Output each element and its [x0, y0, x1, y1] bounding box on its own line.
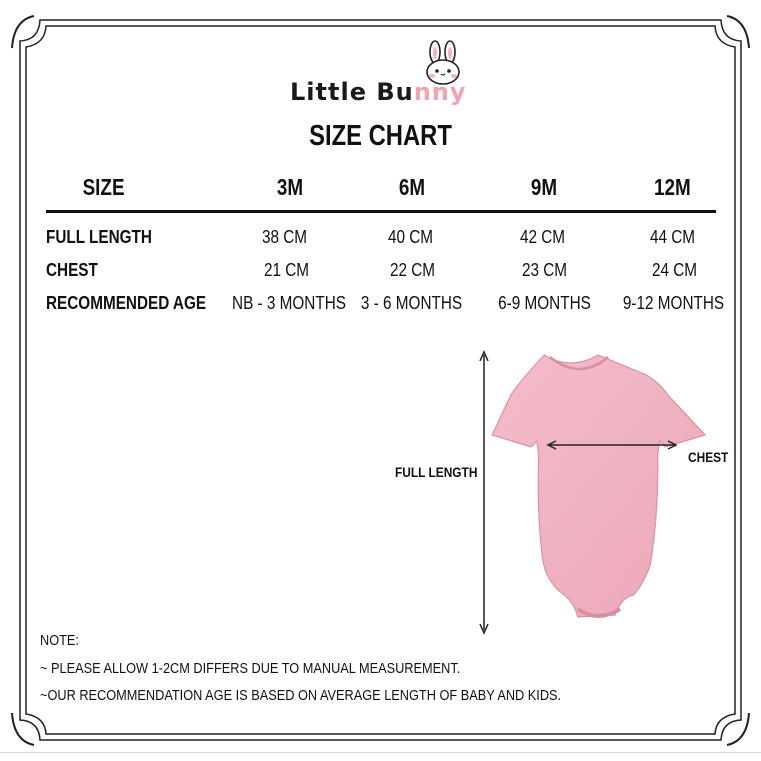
size-header-12m: 12M	[654, 174, 691, 200]
table-row-chest	[46, 254, 716, 287]
size-header-3m: 3M	[276, 174, 304, 200]
table-cell: 9-12 MONTHS	[622, 293, 725, 313]
table-cell: 3 - 6 MONTHS	[360, 293, 463, 313]
length-arrow-icon	[480, 352, 488, 633]
page-title: SIZE CHART	[309, 120, 452, 152]
table-cell: 44 CM	[649, 227, 696, 247]
table-cell: 40 CM	[387, 227, 434, 247]
onesie-diagram	[470, 345, 710, 640]
size-header-6m: 6M	[398, 174, 426, 200]
size-table-header	[46, 172, 716, 213]
table-cell: 21 CM	[263, 260, 310, 280]
brand-name	[290, 78, 467, 106]
table-cell: 38 CM	[261, 227, 308, 247]
chest-label: CHEST	[688, 449, 729, 465]
table-cell: NB - 3 MONTHS	[232, 293, 346, 313]
brand-name-accent: nny	[413, 78, 467, 106]
size-header-label: SIZE	[82, 174, 125, 200]
size-header-9m: 9M	[530, 174, 558, 200]
row-label: FULL LENGTH	[46, 227, 152, 247]
table-cell: 6-9 MONTHS	[498, 293, 591, 313]
note-line: ~OUR RECOMMENDATION AGE IS BASED ON AVERAGE LENGTH OF BABY AND KIDS.	[40, 687, 562, 704]
divider	[0, 752, 761, 753]
note-line: ~ PLEASE ALLOW 1-2CM DIFFERS DUE TO MANUAL MEASUREMENT.	[40, 660, 461, 677]
row-label: RECOMMENDED AGE	[46, 293, 207, 313]
table-cell: 22 CM	[389, 260, 436, 280]
table-row-full-length	[46, 221, 716, 254]
table-cell: 24 CM	[651, 260, 698, 280]
brand-name-main: Little Bu	[290, 78, 414, 106]
table-cell: 23 CM	[521, 260, 568, 280]
table-cell: 42 CM	[519, 227, 566, 247]
size-table	[46, 172, 725, 320]
onesie-icon	[492, 355, 705, 617]
full-length-label: FULL LENGTH	[395, 464, 478, 480]
table-row-recommended-age	[46, 287, 725, 320]
row-label: CHEST	[46, 260, 98, 280]
note-heading: NOTE:	[40, 632, 79, 649]
